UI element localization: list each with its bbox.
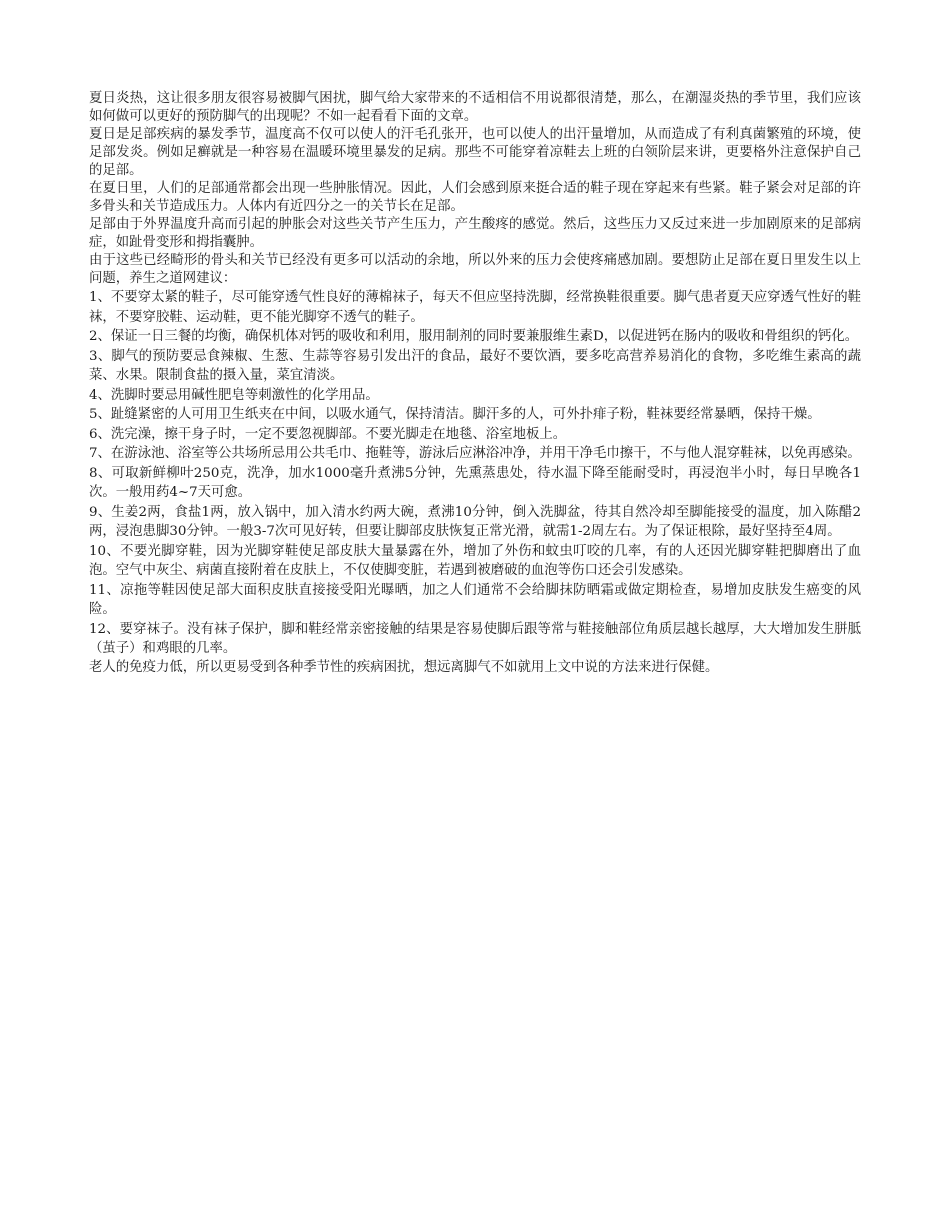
tip-item-1: 1、不要穿太紧的鞋子，尽可能穿透气性良好的薄棉袜子，每天不但应坚持洗脚，经常换鞋很重要。脚气患者夏天应穿透气性好的鞋袜，不要穿胶鞋、运动鞋，更不能光脚穿不透气的鞋子。 xyxy=(89,290,861,325)
tip-item-2: 2、保证一日三餐的均衡，确保机体对钙的吸收和利用，服用制剂的同时要兼服维生素D，以促进钙在肠内的吸收和骨组织的钙化。 xyxy=(89,329,859,344)
tip-item-4: 4、洗脚时要忌用碱性肥皂等刺激性的化学用品。 xyxy=(89,387,379,403)
tip-item-9: 9、生姜2两，食盐1两，放入锅中，加入清水约两大碗，煮沸10分钟，倒入洗脚盆，待其自然冷却至脚能接受的温度，加入陈醋2两，浸泡患脚30分钟。一般3-7次可见好转，但要让脚部皮肤恢复正常光滑，就需1-2周左右。为了保证根除，最好坚持至4周。 xyxy=(89,504,861,539)
body-paragraph: 在夏日里，人们的足部通常都会出现一些肿胀情况。因此，人们会感到原来挺合适的鞋子现在穿起来有些紧。鞋子紧会对足部的许多骨头和关节造成压力。人体内有近四分之一的关节长在足部。 xyxy=(89,181,861,214)
tip-item-10: 10、不要光脚穿鞋，因为光脚穿鞋使足部皮肤大量暴露在外，增加了外伤和蚊虫叮咬的几率，有的人还因光脚穿鞋把脚磨出了血泡。空气中灰尘、病菌直接附着在皮肤上，不仅使脚变脏，若遇到被磨破的血泡等伤口还会引发感染。 xyxy=(89,543,861,578)
tip-item-11: 11、凉拖等鞋因使足部大面积皮肤直接接受阳光曝晒，加之人们通常不会给脚抹防晒霜或做定期检查，易增加皮肤发生癌变的风险。 xyxy=(89,582,861,617)
body-paragraph: 夏日是足部疾病的暴发季节，温度高不仅可以使人的汗毛孔张开，也可以使人的出汗量增加，从而造成了有利真菌繁殖的环境，使足部发炎。例如足癣就是一种容易在温暖环境里暴发的足病。那些不可能穿着凉鞋去上班的白领阶层来讲，更要格外注意保护自己的足部。 xyxy=(89,127,861,178)
tip-item-5: 5、趾缝紧密的人可用卫生纸夹在中间，以吸水通气，保持清洁。脚汗多的人，可外扑痱子粉，鞋袜要经常暴晒，保持干燥。 xyxy=(89,407,821,422)
tip-item-12: 12、要穿袜子。没有袜子保护，脚和鞋经常亲密接触的结果是容易使脚后跟等常与鞋接触部位角质层越长越厚，大大增加发生胼胝（茧子）和鸡眼的几率。 xyxy=(89,621,861,656)
tip-item-8: 8、可取新鲜柳叶250克，洗净，加水1000毫升煮沸5分钟，先熏蒸患处，待水温下降至能耐受时，再浸泡半小时，每日早晚各1次。一般用药4~7天可愈。 xyxy=(89,465,861,500)
closing-paragraph: 老人的免疫力低，所以更易受到各种季节性的疾病困扰，想远离脚气不如就用上文中说的方法来进行保健。 xyxy=(89,659,719,675)
article-body xyxy=(89,90,861,677)
tip-item-3: 3、脚气的预防要忌食辣椒、生葱、生蒜等容易引发出汗的食品，最好不要饮酒，要多吃高营养易消化的食物，多吃维生素高的蔬菜、水果。限制食盐的摄入量，菜宜清淡。 xyxy=(89,348,861,383)
tip-item-6: 6、洗完澡，擦干身子时，一定不要忽视脚部。不要光脚走在地毯、浴室地板上。 xyxy=(89,426,567,442)
tip-item-7: 7、在游泳池、浴室等公共场所忌用公共毛巾、拖鞋等，游泳后应淋浴冲净，并用干净毛巾擦干，不与他人混穿鞋袜，以免再感染。 xyxy=(89,446,861,461)
body-paragraph: 足部由于外界温度升高而引起的肿胀会对这些关节产生压力，产生酸疼的感觉。然后，这些压力又反过来进一步加剧原来的足部病症，如趾骨变形和拇指囊肿。 xyxy=(89,217,861,250)
intro-paragraph: 夏日炎热，这让很多朋友很容易被脚气困扰，脚气给大家带来的不适相信不用说都很清楚，那么，在潮湿炎热的季节里，我们应该如何做可以更好的预防脚气的出现呢？不如一起看看下面的文章。 xyxy=(89,91,861,124)
body-paragraph: 由于这些已经畸形的骨头和关节已经没有更多可以活动的余地，所以外来的压力会使疼痛感加剧。要想防止足部在夏日里发生以上问题，养生之道网建议： xyxy=(89,253,861,286)
